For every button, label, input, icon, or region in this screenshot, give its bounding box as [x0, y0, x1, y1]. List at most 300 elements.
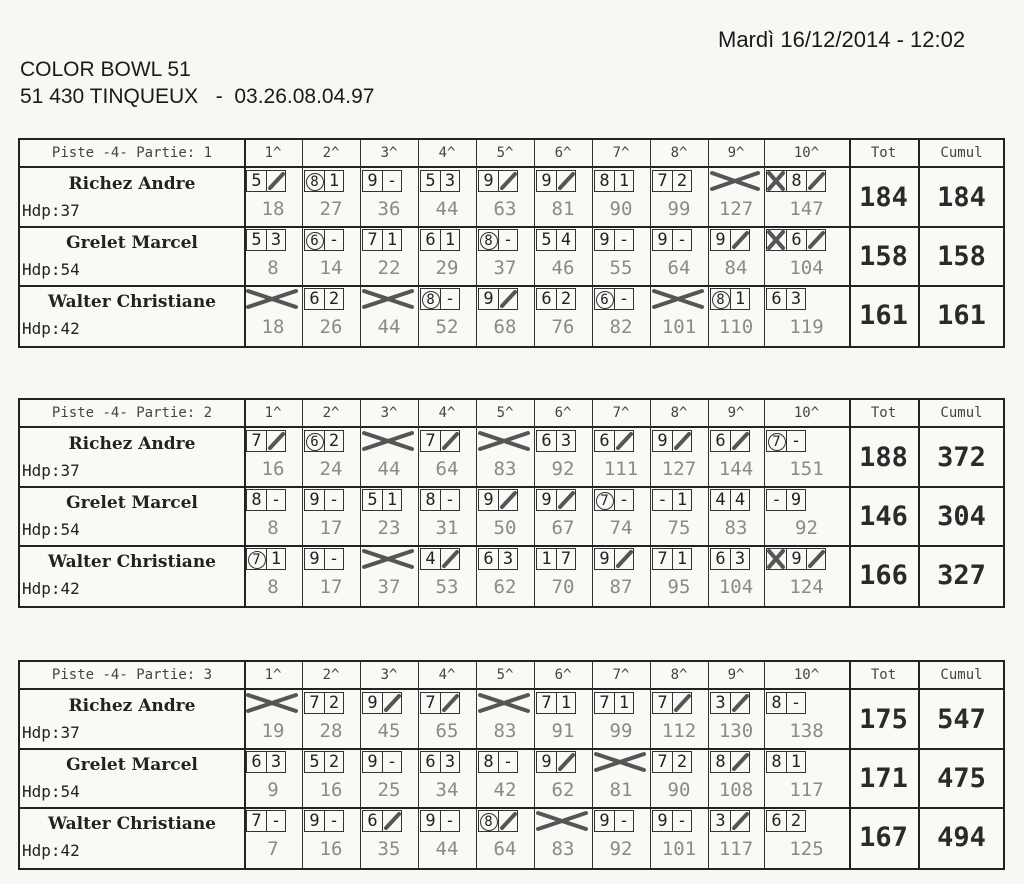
frame-number-3: 3^ — [380, 405, 398, 421]
player-handicap: Hdp:37 — [22, 723, 80, 742]
frame-cumulative-score: 119 — [789, 316, 824, 338]
split-pin-count: 8 — [480, 232, 498, 250]
series-cumulative-total: 158 — [937, 241, 986, 272]
roll-box: 8 — [766, 692, 786, 714]
split-pin-count: 8 — [422, 291, 440, 309]
roll-box: 1 — [556, 692, 576, 714]
roll-box: 3 — [440, 170, 460, 192]
roll-box: 3 — [786, 288, 806, 310]
frame-cumulative-score: 101 — [661, 316, 697, 338]
frame-cumulative-score: 25 — [377, 779, 401, 801]
frame-cumulative-score: 8 — [267, 517, 279, 539]
roll-box: 8 — [710, 751, 730, 773]
roll-box: 2 — [324, 430, 344, 452]
roll-box: - — [614, 489, 634, 511]
frame-cumulative-score: 138 — [789, 720, 824, 742]
series-cumulative-total: 372 — [937, 442, 986, 473]
roll-box: 1 — [730, 288, 750, 310]
frame-number-4: 4^ — [438, 667, 456, 683]
frame-cumulative-score: 29 — [435, 257, 459, 279]
roll-box: 5 — [246, 229, 266, 251]
split-pin-count: 8 — [480, 813, 498, 831]
frame-cumulative-score: 26 — [319, 316, 343, 338]
frame-cumulative-score: 44 — [435, 198, 459, 220]
roll-box: 8 — [594, 170, 614, 192]
roll-box: 2 — [324, 288, 344, 310]
strike-mark — [478, 692, 530, 714]
roll-box: 7 — [652, 751, 672, 773]
player-name: Walter Christiane — [47, 552, 216, 572]
row-divider — [20, 748, 1003, 750]
frame-cumulative-score: 28 — [319, 720, 343, 742]
roll-box: - — [614, 810, 634, 832]
frame-cumulative-score: 63 — [493, 198, 517, 220]
frame-number-9: 9^ — [727, 145, 745, 161]
roll-box: 7 — [246, 810, 266, 832]
roll-box: 5 — [246, 170, 266, 192]
roll-box: 6 — [766, 288, 786, 310]
player-name: Richez Andre — [68, 174, 196, 194]
frame-number-2: 2^ — [322, 405, 340, 421]
roll-box: 7 — [420, 692, 440, 714]
frame-cumulative-score: 64 — [435, 458, 459, 480]
roll-box — [594, 489, 614, 511]
roll-box: 9 — [536, 489, 556, 511]
roll-box: 9 — [652, 229, 672, 251]
frame-cumulative-score: 24 — [319, 458, 343, 480]
game-total: 188 — [859, 442, 908, 473]
frame-cumulative-score: 62 — [493, 576, 517, 598]
roll-box: 1 — [382, 489, 402, 511]
roll-box: - — [266, 810, 286, 832]
spare-mark — [730, 229, 750, 251]
player-handicap: Hdp:54 — [22, 782, 80, 801]
game-title: Piste -4- Partie: 1 — [51, 145, 213, 161]
cumul-header: Cumul — [940, 405, 983, 421]
frame-cumulative-score: 92 — [609, 838, 633, 860]
frame-number-9: 9^ — [727, 405, 745, 421]
roll-box: 5 — [362, 489, 382, 511]
roll-box: 1 — [786, 751, 806, 773]
frame-number-1: 1^ — [264, 405, 282, 421]
roll-box: 2 — [672, 170, 692, 192]
roll-box: 3 — [440, 751, 460, 773]
roll-box: 9 — [594, 229, 614, 251]
roll-box: 6 — [246, 751, 266, 773]
frame-cumulative-score: 82 — [609, 316, 633, 338]
game-total: 166 — [859, 560, 908, 591]
tot-header: Tot — [870, 405, 897, 421]
frame-cumulative-score: 8 — [267, 576, 279, 598]
roll-box: 6 — [478, 548, 498, 570]
frame-cumulative-score: 81 — [551, 198, 575, 220]
frame-cumulative-score: 74 — [609, 517, 633, 539]
scoresheet-game-2 — [18, 398, 1005, 608]
strike-mark — [362, 548, 414, 570]
roll-box: - — [786, 692, 806, 714]
roll-box: 9 — [478, 170, 498, 192]
frame-cumulative-score: 23 — [377, 517, 401, 539]
cumul-header: Cumul — [940, 667, 983, 683]
venue-info — [20, 56, 375, 110]
frame-cumulative-score: 151 — [789, 458, 824, 480]
roll-box — [766, 430, 786, 452]
split-pin-count: 6 — [306, 232, 324, 250]
strike-mark — [767, 229, 785, 251]
spare-mark — [614, 548, 634, 570]
frame-cumulative-score: 18 — [261, 198, 285, 220]
tot-header: Tot — [870, 667, 897, 683]
frame-number-8: 8^ — [670, 667, 688, 683]
frame-cumulative-score: 90 — [667, 779, 691, 801]
frame-cumulative-score: 130 — [718, 720, 754, 742]
frame-cumulative-score: 42 — [493, 779, 517, 801]
strike-mark — [594, 751, 646, 773]
roll-box: 9 — [304, 810, 324, 832]
roll-box: 5 — [420, 170, 440, 192]
frame-number-3: 3^ — [380, 667, 398, 683]
roll-box: - — [614, 288, 634, 310]
roll-box: 9 — [304, 548, 324, 570]
frame-number-6: 6^ — [554, 145, 572, 161]
roll-box: 9 — [420, 810, 440, 832]
split-pin-count: 7 — [248, 551, 266, 569]
frame-cumulative-score: 83 — [724, 517, 748, 539]
spare-mark — [440, 548, 460, 570]
player-handicap: Hdp:37 — [22, 461, 80, 480]
game-title: Piste -4- Partie: 3 — [51, 667, 213, 683]
roll-box: 6 — [536, 288, 556, 310]
roll-box: 7 — [594, 692, 614, 714]
roll-box: 8 — [786, 170, 806, 192]
roll-box: 8 — [246, 489, 266, 511]
frame-cumulative-score: 17 — [319, 576, 343, 598]
roll-box: 4 — [710, 489, 730, 511]
frame-cumulative-score: 83 — [493, 720, 517, 742]
frame-cumulative-score: 55 — [609, 257, 633, 279]
spare-mark — [266, 170, 286, 192]
frame-cumulative-score: 22 — [377, 257, 401, 279]
roll-box: 9 — [536, 170, 556, 192]
row-divider — [20, 226, 1003, 228]
roll-box: 9 — [362, 751, 382, 773]
frame-cumulative-score: 104 — [718, 576, 754, 598]
spare-mark — [498, 489, 518, 511]
roll-box: 2 — [672, 751, 692, 773]
frame-cumulative-score: 92 — [551, 458, 575, 480]
spare-mark — [672, 430, 692, 452]
strike-mark — [246, 692, 298, 714]
frame-number-5: 5^ — [496, 667, 514, 683]
roll-box: 3 — [498, 548, 518, 570]
strike-mark — [652, 288, 704, 310]
roll-box: 9 — [786, 489, 806, 511]
player-handicap: Hdp:54 — [22, 520, 80, 539]
roll-box: 8 — [766, 751, 786, 773]
roll-box: - — [266, 489, 286, 511]
roll-box: 6 — [536, 430, 556, 452]
frame-number-6: 6^ — [554, 405, 572, 421]
player-name: Richez Andre — [68, 434, 196, 454]
roll-box — [304, 229, 324, 251]
player-name: Walter Christiane — [47, 814, 216, 834]
frame-number-5: 5^ — [496, 145, 514, 161]
frame-cumulative-score: 127 — [661, 458, 697, 480]
frame-cumulative-score: 91 — [551, 720, 575, 742]
venue-address-phone: 51 430 TINQUEUX - 03.26.08.04.97 — [20, 85, 375, 108]
strike-mark — [767, 548, 785, 570]
roll-box: 9 — [362, 170, 382, 192]
roll-box — [710, 288, 730, 310]
frame-cumulative-score: 70 — [551, 576, 575, 598]
player-name: Richez Andre — [68, 696, 196, 716]
frame-cumulative-score: 16 — [261, 458, 285, 480]
row-divider — [20, 486, 1003, 488]
roll-box: 9 — [710, 229, 730, 251]
frame-number-2: 2^ — [322, 145, 340, 161]
roll-box: 6 — [304, 288, 324, 310]
roll-box: - — [672, 810, 692, 832]
roll-box: 9 — [362, 692, 382, 714]
spare-mark — [730, 751, 750, 773]
roll-box: - — [786, 430, 806, 452]
frame-cumulative-score: 99 — [609, 720, 633, 742]
roll-box: - — [498, 229, 518, 251]
frame-cumulative-score: 144 — [718, 458, 754, 480]
roll-box: - — [766, 489, 786, 511]
roll-box: 2 — [786, 810, 806, 832]
roll-box: 7 — [556, 548, 576, 570]
roll-box — [246, 548, 266, 570]
frame-cumulative-score: 95 — [667, 576, 691, 598]
frame-number-10: 10^ — [793, 667, 820, 683]
frame-cumulative-score: 83 — [493, 458, 517, 480]
spare-mark — [498, 170, 518, 192]
roll-box: 1 — [614, 692, 634, 714]
roll-box: 4 — [556, 229, 576, 251]
frame-cumulative-score: 14 — [319, 257, 343, 279]
row-divider — [20, 285, 1003, 287]
frame-number-1: 1^ — [264, 667, 282, 683]
strike-mark — [478, 430, 530, 452]
frame-number-7: 7^ — [612, 145, 630, 161]
row-divider — [20, 807, 1003, 809]
frame-number-7: 7^ — [612, 667, 630, 683]
spare-mark — [672, 692, 692, 714]
frame-number-3: 3^ — [380, 145, 398, 161]
spare-mark — [556, 170, 576, 192]
frame-header-row — [20, 662, 1003, 690]
game-total: 158 — [859, 241, 908, 272]
roll-box — [478, 229, 498, 251]
frame-cumulative-score: 52 — [435, 316, 459, 338]
frame-number-10: 10^ — [793, 405, 820, 421]
frame-cumulative-score: 108 — [718, 779, 754, 801]
roll-box: 9 — [594, 810, 614, 832]
spare-mark — [440, 430, 460, 452]
frame-cumulative-score: 111 — [603, 458, 639, 480]
spare-mark — [440, 692, 460, 714]
frame-cumulative-score: 65 — [435, 720, 459, 742]
game-total: 184 — [859, 182, 908, 213]
series-cumulative-total: 327 — [937, 560, 986, 591]
frame-cumulative-score: 31 — [435, 517, 459, 539]
roll-box: 5 — [304, 751, 324, 773]
roll-box: - — [324, 229, 344, 251]
series-cumulative-total: 184 — [937, 182, 986, 213]
roll-box: 7 — [652, 170, 672, 192]
frame-cumulative-score: 104 — [789, 257, 824, 279]
spare-mark — [266, 430, 286, 452]
frame-number-2: 2^ — [322, 667, 340, 683]
frame-cumulative-score: 76 — [551, 316, 575, 338]
spare-mark — [556, 751, 576, 773]
roll-box: 1 — [672, 489, 692, 511]
roll-box: 1 — [536, 548, 556, 570]
frame-cumulative-score: 75 — [667, 517, 691, 539]
spare-mark — [382, 810, 402, 832]
frame-cumulative-score: 34 — [435, 779, 459, 801]
frame-cumulative-score: 110 — [718, 316, 754, 338]
frame-cumulative-score: 17 — [319, 517, 343, 539]
roll-box: 9 — [478, 288, 498, 310]
frame-cumulative-score: 9 — [267, 779, 279, 801]
strike-mark — [536, 810, 588, 832]
roll-box — [594, 288, 614, 310]
roll-box: 6 — [710, 548, 730, 570]
frame-cumulative-score: 127 — [718, 198, 754, 220]
frame-header-row — [20, 140, 1003, 168]
frame-cumulative-score: 16 — [319, 779, 343, 801]
frame-cumulative-score: 64 — [493, 838, 517, 860]
game-total: 161 — [859, 300, 908, 331]
game-title: Piste -4- Partie: 2 — [51, 405, 213, 421]
spare-mark — [382, 692, 402, 714]
player-name: Grelet Marcel — [66, 493, 198, 513]
roll-box: 1 — [382, 229, 402, 251]
frame-cumulative-score: 19 — [261, 720, 285, 742]
roll-box: 6 — [786, 229, 806, 251]
game-total: 146 — [859, 501, 908, 532]
strike-mark — [246, 288, 298, 310]
game-total: 167 — [859, 822, 908, 853]
split-pin-count: 6 — [596, 291, 614, 309]
series-cumulative-total: 494 — [937, 822, 986, 853]
player-handicap: Hdp:42 — [22, 579, 80, 598]
roll-box: 7 — [652, 548, 672, 570]
player-handicap: Hdp:42 — [22, 841, 80, 860]
roll-box: 7 — [246, 430, 266, 452]
frame-number-8: 8^ — [670, 145, 688, 161]
frame-cumulative-score: 101 — [661, 838, 697, 860]
frame-cumulative-score: 68 — [493, 316, 517, 338]
roll-box — [304, 170, 324, 192]
roll-box: 4 — [420, 548, 440, 570]
strike-mark — [362, 430, 414, 452]
frame-number-1: 1^ — [264, 145, 282, 161]
roll-box: - — [652, 489, 672, 511]
roll-box — [420, 288, 440, 310]
split-pin-count: 7 — [596, 492, 614, 510]
roll-box: - — [440, 810, 460, 832]
frame-cumulative-score: 84 — [724, 257, 748, 279]
roll-box: 6 — [420, 751, 440, 773]
roll-box: 6 — [594, 430, 614, 452]
player-handicap: Hdp:42 — [22, 319, 80, 338]
frame-cumulative-score: 36 — [377, 198, 401, 220]
frame-cumulative-score: 64 — [667, 257, 691, 279]
frame-cumulative-score: 46 — [551, 257, 575, 279]
roll-box: 9 — [652, 430, 672, 452]
frame-cumulative-score: 35 — [377, 838, 401, 860]
cumul-header: Cumul — [940, 145, 983, 161]
scoresheet-game-1 — [18, 138, 1005, 348]
frame-header-row — [20, 400, 1003, 428]
frame-cumulative-score: 16 — [319, 838, 343, 860]
spare-mark — [730, 430, 750, 452]
spare-mark — [806, 548, 826, 570]
roll-box: 3 — [710, 692, 730, 714]
roll-box: 1 — [440, 229, 460, 251]
frame-cumulative-score: 53 — [435, 576, 459, 598]
split-pin-count: 6 — [306, 433, 324, 451]
spare-mark — [498, 810, 518, 832]
roll-box: - — [440, 489, 460, 511]
player-handicap: Hdp:54 — [22, 260, 80, 279]
roll-box: 1 — [324, 170, 344, 192]
frame-cumulative-score: 67 — [551, 517, 575, 539]
frame-number-4: 4^ — [438, 145, 456, 161]
roll-box: 1 — [672, 548, 692, 570]
row-divider — [20, 545, 1003, 547]
frame-cumulative-score: 8 — [267, 257, 279, 279]
spare-mark — [556, 489, 576, 511]
split-pin-count: 7 — [768, 433, 786, 451]
roll-box: 6 — [710, 430, 730, 452]
venue-name: COLOR BOWL 51 — [20, 58, 191, 81]
split-pin-count: 8 — [712, 291, 730, 309]
roll-box: 8 — [420, 489, 440, 511]
roll-box: 7 — [420, 430, 440, 452]
player-name: Walter Christiane — [47, 292, 216, 312]
frame-cumulative-score: 147 — [789, 198, 824, 220]
roll-box: 8 — [478, 751, 498, 773]
strike-mark — [767, 170, 785, 192]
frame-cumulative-score: 44 — [377, 458, 401, 480]
player-name: Grelet Marcel — [66, 233, 198, 253]
roll-box: - — [382, 170, 402, 192]
frame-cumulative-score: 45 — [377, 720, 401, 742]
roll-box: 5 — [536, 229, 556, 251]
spare-mark — [614, 430, 634, 452]
frame-number-5: 5^ — [496, 405, 514, 421]
roll-box: - — [440, 288, 460, 310]
frame-cumulative-score: 37 — [493, 257, 517, 279]
roll-box: 9 — [478, 489, 498, 511]
roll-box: 3 — [556, 430, 576, 452]
series-cumulative-total: 304 — [937, 501, 986, 532]
roll-box: 9 — [594, 548, 614, 570]
roll-box: 1 — [614, 170, 634, 192]
series-cumulative-total: 161 — [937, 300, 986, 331]
roll-box — [304, 430, 324, 452]
strike-mark — [710, 170, 760, 192]
roll-box: 7 — [536, 692, 556, 714]
game-total: 171 — [859, 763, 908, 794]
frame-cumulative-score: 90 — [609, 198, 633, 220]
series-cumulative-total: 475 — [937, 763, 986, 794]
spare-mark — [730, 810, 750, 832]
